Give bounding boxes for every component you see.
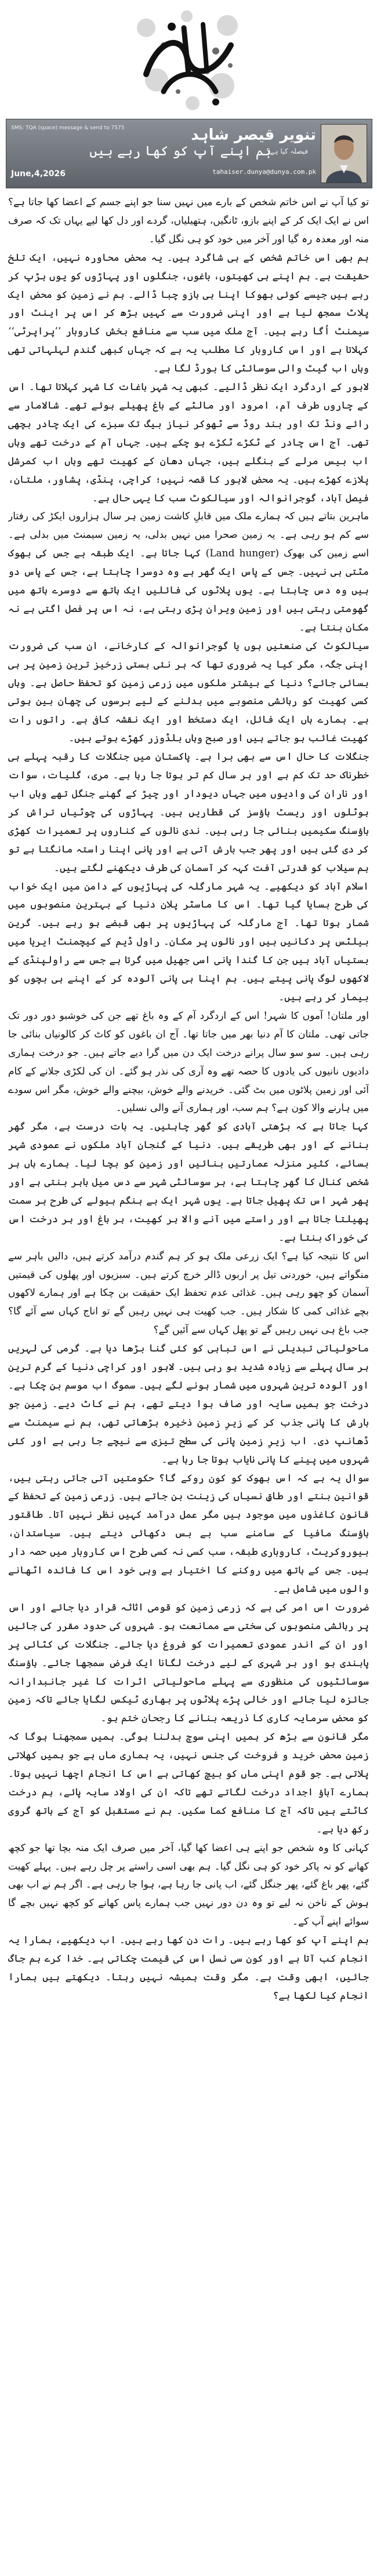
paragraph: اس کا نتیجہ کیا ہے؟ ایک زرعی ملک ہو کر ہم گندم درآمد کرتے ہیں، دالیں باہر سے منگواتے ہیں، خوردنی تیل پر اربوں ڈالر خرچ کرتے ہیں۔ سبزیوں اور پھلوں کی قیمتیں آسمان کو چھو رہی ہیں۔ غذائی عدم تحفظ ایک حقیقت بن چکا ہے اور ہمارے لاکھوں بچے غذائی کمی کا شکار ہیں۔ جب کھیت ہی نہیں رہیں گے تو اناج کہاں سے آئے گا؟ جب باغ ہی نہیں رہیں گے تو پھل کہاں سے آئیں گے؟ [8, 1250, 369, 1336]
paragraph: تو کیا آپ نے اس خاتم شخص کے بارے میں نہیں سنا جو اپنے جسم کے اعضا کھا جاتا ہے؟ اس نے ایک ایک کر کے اپنے بازو، ٹانگیں، ہتھیلیاں، گردے اور دل کھا لیے یہاں تک کہ صرف منہ اور معدہ رہ گیا اور آخر میں خود کو ہی نگل گیا۔ [8, 196, 369, 245]
paragraph: کہانی کا وہ شخص جو اپنے ہی اعضا کھا گیا، آخر میں صرف ایک منہ بچا تھا جو کچھ کھانے کو نہ پاکر خود کو ہی نگل گیا۔ ہم بھی اسی راستے پر چل رہے ہیں۔ پہلے کھیت گئے، پھر باغ گئے، پھر جنگل گئے، اب پانی جا رہا ہے، ہوا جا رہی ہے۔ اگر ہم نے اب بھی ہوش کے ناخن نہ لیے تو وہ دن دور نہیں جب ہمارے پاس کھانے کو کچھ نہیں بچے گا سوائے اپنے آپ کے۔ [8, 1842, 369, 1928]
paragraph: سوال یہ ہے کہ اس بھوک کو کون روکے گا؟ حکومتیں آتی جاتی رہتی ہیں، قوانین بنتے اور طاقِ نسیاں کی زینت بن جاتے ہیں۔ زرعی زمین کے تحفظ کے قانون کاغذوں میں موجود ہیں مگر عمل درآمد کہیں نظر نہیں آتا۔ طاقتور ہاؤسنگ مافیا کے سامنے سب بے بس دکھائی دیتے ہیں۔ سیاستدان، بیوروکریٹ، کاروباری طبقہ، سب کسی نہ کسی طرح اس کاروبار میں حصہ دار ہیں۔ جس کے ہاتھ میں روکنے کا اختیار ہے وہی خود اس کا فائدہ اٹھانے والوں میں شامل ہے۔ [8, 1472, 369, 1595]
author-name: تنویر قیصر شاہد [191, 126, 316, 144]
masthead [0, 0, 377, 119]
paragraph: کہا جاتا ہے کہ بڑھتی آبادی کو گھر چاہئیں۔ یہ بات درست ہے، مگر گھر بنانے کے اور بھی طریقے ہیں۔ دنیا کے گنجان آباد ملکوں نے عمودی شہر بسائے، کثیر منزلہ عمارتیں بنائیں اور زمین کو بچا لیا۔ ہمارے ہاں ہر شخص کنال کا گھر چاہتا ہے، ہر سوسائٹی شہر سے دس میل باہر بنتی ہے اور پھر شہر اس تک پھیل جاتا ہے۔ یوں شہر ایک بے ہنگم ہیولے کی طرح ہر سمت پھیلتا جاتا ہے اور راستے میں آنے والا ہر کھیت، ہر باغ اور ہر درخت اس کی خوراک بنتا ہے۔ [8, 1121, 369, 1244]
paragraph: ہم بھی اس خاتم شخص کے ہی شاگرد ہیں۔ یہ محض محاورہ نہیں، ایک تلخ حقیقت ہے۔ ہم اپنے ہی کھیتوں، باغوں، جنگلوں اور پہاڑوں کو یوں ہڑپ کر رہے ہیں جیسے کوئی بھوکا اپنا ہی بازو چبا ڈالے۔ ہم نے زمین کو محض ایک پلاٹ سمجھ لیا ہے اور اپنی ضرورت سے کہیں بڑھ کر اس پر اینٹ اور سیمنٹ اُگا رہے ہیں۔ آج ملک میں سب سے منافع بخش کاروبار ’’پراپرٹی‘‘ کہلاتا ہے اور اس کاروبار کا مطلب یہ ہے کہ جہاں کبھی گندم لہلہاتی تھی وہاں اب گیٹ والی سوسائٹی کا بورڈ لگا ہے۔ [8, 252, 369, 375]
paragraph: اسلام آباد کو دیکھیے۔ یہ شہر مارگلہ کی پہاڑیوں کے دامن میں ایک خواب کی طرح بسایا گیا تھا۔ اس کا ماسٹر پلان دنیا کے بہترین منصوبوں میں شمار ہوتا تھا۔ آج مارگلہ کی پہاڑیوں پر بھی قبضے ہو رہے ہیں۔ گرین بیلٹس پر دکانیں ہیں اور نالوں پر مکان۔ راول ڈیم کے کیچمنٹ ایریا میں بستیاں آباد ہیں جن کا گندا پانی اسی جھیل میں گرتا ہے جس سے راولپنڈی کے لاکھوں لوگ پانی پیتے ہیں۔ ہم اپنا ہی پانی آلودہ کر کے اپنے ہی بچوں کو بیمار کر رہے ہیں۔ [8, 880, 369, 1003]
column-title: ہم اپنے آپ کو کھا رہے ہیں [89, 144, 271, 159]
paragraph: ہم اپنے آپ کو کھا رہے ہیں۔ رات دن کھا رہے ہیں۔ اب دیکھیے، ہمارا یہ انجام کب آتا ہے اور کون سی نسل اس کی قیمت چکاتی ہے۔ خدا کرے ہم جاگ جائیں، ابھی وقت ہے۔ مگر وقت ہمیشہ نہیں رہتا۔ دیکھتے ہیں ہمارا انجام کیا لکھا ہے؟ [8, 1934, 369, 2002]
paragraph: ضرورت اس امر کی ہے کہ زرعی زمین کو قومی اثاثہ قرار دیا جائے اور اس پر رہائشی منصوبوں کی سختی سے ممانعت ہو۔ شہروں کی حدود مقرر کی جائیں اور ان کے اندر عمودی تعمیرات کو فروغ دیا جائے۔ جنگلات کی کٹائی پر پابندی ہو اور ہر شہری کے لیے درخت لگانا ایک فرض سمجھا جائے۔ ہاؤسنگ سوسائٹیوں کی منظوری سے پہلے ماحولیاتی اثرات کا غیر جانبدارانہ جائزہ لیا جائے اور خالی پڑے پلاٹوں پر بھاری ٹیکس لگایا جائے تاکہ زمین کو محض سرمایہ کاری کا ذریعہ بنانے کا رجحان ختم ہو۔ [8, 1601, 369, 1725]
article-body [8, 194, 369, 2564]
paragraph: لاہور کے اردگرد ایک نظر ڈالیے۔ کبھی یہ شہر باغات کا شہر کہلاتا تھا۔ اس کے چاروں طرف آم، امرود اور مالٹے کے باغ پھیلے ہوئے تھے۔ شالامار سے رائے ونڈ تک اور بند روڈ سے ٹھوکر نیاز بیگ تک سبزے کی ایک چادر بچھی تھی۔ آج اس چادر کے ٹکڑے ٹکڑے ہو چکے ہیں۔ جہاں آم کے درخت تھے وہاں اب بیس مرلے کے بنگلے ہیں، جہاں دھان کے کھیت تھے وہاں اب کمرشل پلازے کھڑے ہیں۔ یہ محض لاہور کا قصہ نہیں؛ کراچی، پنڈی، پشاور، ملتان، فیصل آباد، گوجرانوالہ اور سیالکوٹ سب کا یہی حال ہے۔ [8, 381, 369, 504]
paragraph: ماحولیاتی تبدیلی نے اس تباہی کو کئی گنا بڑھا دیا ہے۔ گرمی کی لہریں ہر سال پہلے سے زیادہ شدید ہو رہی ہیں۔ لاہور اور کراچی دنیا کے گرم ترین اور آلودہ ترین شہروں میں شمار ہونے لگے ہیں۔ سموگ اب موسم بن چکا ہے۔ درخت جو ہمیں سایہ اور صاف ہوا دیتے تھے، ہم نے کاٹ دیے۔ زمین جو بارش کا پانی جذب کر کے زیرِ زمین ذخیرہ بڑھاتی تھی، ہم نے سیمنٹ سے ڈھانپ دی۔ اب زیرِ زمین پانی کی سطح تیزی سے نیچے جا رہی ہے اور کئی شہروں میں پینے کا پانی نایاب ہوتا جا رہا ہے۔ [8, 1343, 369, 1466]
dunya-logo-icon [129, 5, 248, 116]
paragraph: ماہرین بتاتے ہیں کہ ہمارے ملک میں قابلِ کاشت زمین ہر سال ہزاروں ایکڑ کی رفتار سے کم ہو رہی ہے۔ یہ زمین صحرا میں نہیں بدلی، یہ زمین سیمنٹ میں بدلی ہے۔ اسے زمین کی بھوک (Land hunger) کہا جاتا ہے۔ ایک طبقہ ہے جس کی بھوک مٹتی ہی نہیں۔ جس کے پاس ایک گھر ہے وہ دوسرا چاہتا ہے، جس کے پاس دو ہیں وہ دس چاہتا ہے۔ یوں پلاٹوں کی فائلیں ایک ہاتھ سے دوسرے ہاتھ میں گھومتی رہتی ہیں اور زمین ویران پڑی رہتی ہے، نہ اس پر فصل اگتی ہے نہ مکان بنتا ہے۔ [8, 511, 369, 633]
column-header [6, 119, 372, 188]
paragraph: مگر قانون سے بڑھ کر ہمیں اپنی سوچ بدلنا ہوگی۔ ہمیں سمجھنا ہوگا کہ زمین محض خرید و فروخت کی جنس نہیں، یہ ہماری ماں ہے جو ہمیں کھلاتی پلاتی ہے۔ جو قوم اپنی ماں کو بیچ کھاتی ہے اس کا انجام اچھا نہیں ہوتا۔ ہمارے آباؤ اجداد درخت لگاتے تھے تاکہ ان کی اولاد سایہ پائے، ہم درخت کاٹتے ہیں تاکہ آج کا منافع کما سکیں۔ ہم نے مستقبل کو آج کے ہاتھ گروی رکھ دیا ہے۔ [8, 1731, 369, 1835]
paragraph: اور ملتان! آموں کا شہر! اس کے اردگرد آم کے وہ باغ تھے جن کی خوشبو دور دور تک جاتی تھی۔ ملتان کا آم دنیا بھر میں جاتا تھا۔ آج ان باغوں کو کاٹ کر کالونیاں بنائی جا رہی ہیں۔ سو سو سال پرانے درخت ایک دن میں گرا دیے جاتے ہیں۔ جو درخت ہماری دادیوں نانیوں کی یادوں کا حصہ تھے وہ آری کی نذر ہو گئے۔ ان کی لکڑی جلانے کے کام آئی اور زمین پلاٹوں میں بٹ گئی۔ خریدنے والے خوش، بیچنے والے خوش، مگر اس سودے میں ہارنے والا کون ہے؟ ہم سب، اور ہماری آنے والی نسلیں۔ [8, 1010, 369, 1114]
sms-info: SMS: TQA (space) message & send to 7575 [11, 125, 125, 131]
paragraph: سیالکوٹ کی صنعتیں ہوں یا گوجرانوالہ کے کارخانے، ان سب کی ضرورت اپنی جگہ، مگر کیا یہ ضروری تھا کہ ہر نئی بستی زرخیز ترین زمین پر ہی بسائی جائے؟ دنیا کے بیشتر ملکوں میں زرعی زمین کو تحفظ حاصل ہے۔ وہاں کسی کھیت کو رہائشی منصوبے میں بدلنے کے لیے برسوں کی چھان بین ہوتی ہے۔ ہمارے ہاں ایک فائل، ایک دستخط اور ایک نقشہ کافی ہے۔ راتوں رات کھیت غائب ہو جاتے ہیں اور صبح وہاں بلڈوزر کھڑے ہوتے ہیں۔ [8, 640, 369, 745]
publish-date: June,4,2026 [11, 169, 66, 178]
author-portrait-icon [321, 124, 367, 183]
author-subtitle: فیصلہ کیا ہے؟ [266, 147, 308, 155]
author-email[interactable]: tahaiser.dunya@dunya.com.pk [212, 168, 316, 176]
paragraph: جنگلات کا حال اس سے بھی برا ہے۔ پاکستان میں جنگلات کا رقبہ پہلے ہی خطرناک حد تک کم ہے اور ہر سال کم تر ہوتا جا رہا ہے۔ مری، گلیات، سوات اور ناران کی وادیوں میں جہاں دیودار اور چیڑ کے گھنے جنگل تھے وہاں اب ہوٹلوں اور ریسٹ ہاؤسز کی قطاریں ہیں۔ پہاڑوں کی چوٹیاں تراش کر ہاؤسنگ سکیمیں بنائی جا رہی ہیں۔ ندی نالوں کے کناروں پر تعمیرات کھڑی کر دی گئی ہیں اور پھر جب بارش آتی ہے اور پانی اپنا راستہ مانگتا ہے تو ہم سیلاب کو قدرتی آفت کہہ کر آسمان کی طرف دیکھنے لگتے ہیں۔ [8, 751, 369, 874]
